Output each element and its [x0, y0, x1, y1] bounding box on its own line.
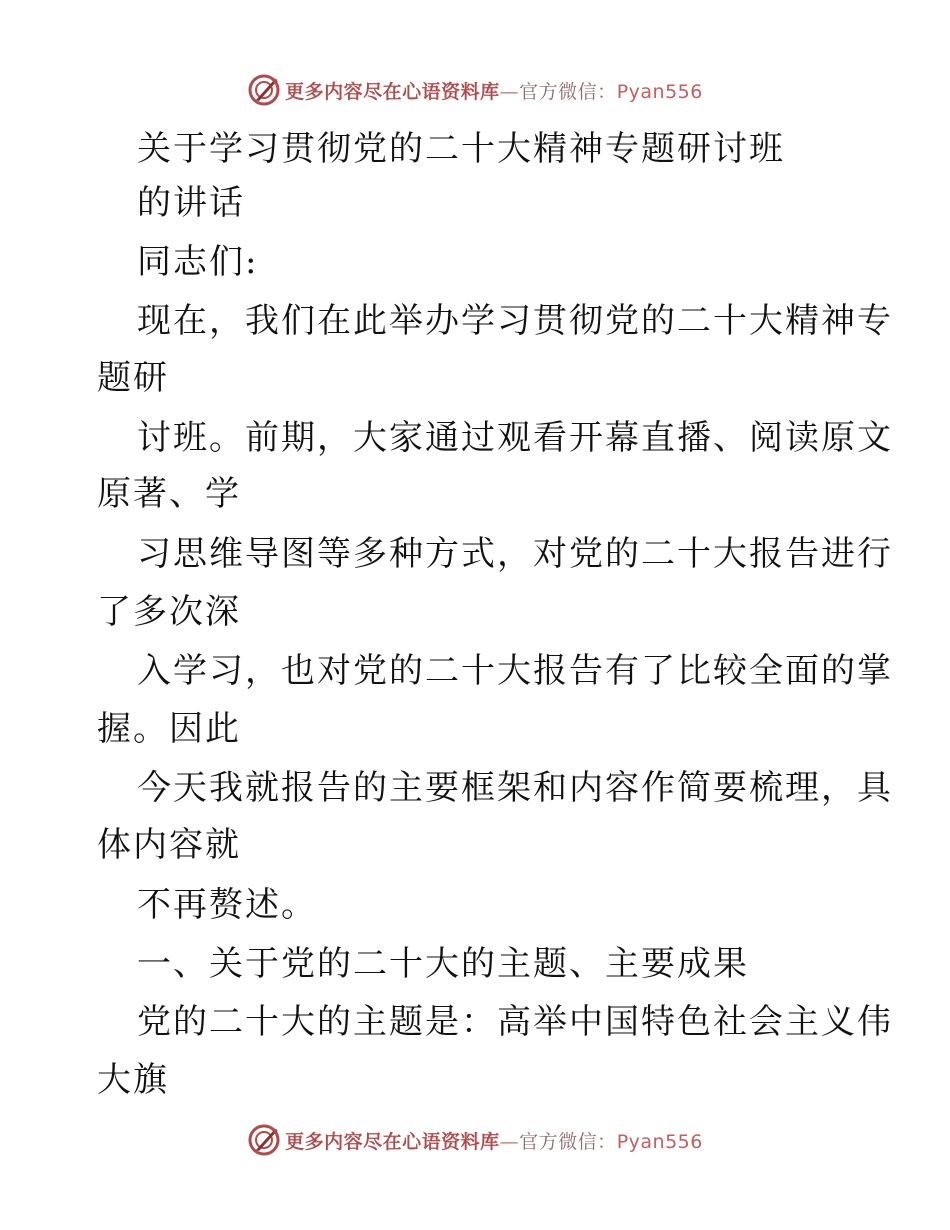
- section-heading: 一、关于党的二十大的主题、主要成果: [137, 944, 749, 984]
- watermark-separator: —: [499, 80, 520, 103]
- title-line-2: 的讲话: [137, 183, 245, 223]
- title-line-1: 关于学习贯彻党的二十大精神专题研讨班: [137, 129, 785, 169]
- paragraph-line: 现在，我们在此举办学习贯彻党的二十大精神专: [137, 301, 893, 341]
- watermark-main: 更多内容尽在心语资料库: [285, 1130, 500, 1153]
- paragraph-line: 入学习，也对党的二十大报告有了比较全面的掌: [137, 651, 893, 691]
- watermark-main: 更多内容尽在心语资料库: [285, 80, 500, 103]
- quill-logo-icon: [247, 73, 281, 107]
- paragraph-line: 今天我就报告的主要框架和内容作简要梳理，具: [137, 768, 893, 808]
- paragraph-line: 题研: [97, 358, 169, 398]
- salutation: 同志们:: [137, 242, 259, 282]
- watermark-text: [285, 77, 703, 104]
- paragraph-line: 讨班。前期，大家通过观看开幕直播、阅读原文: [137, 418, 893, 458]
- watermark-label: 官方微信：: [519, 1130, 617, 1153]
- paragraph-line: 大旗: [97, 1060, 169, 1100]
- header-watermark: [0, 70, 950, 110]
- quill-logo-icon: [247, 1123, 281, 1157]
- paragraph-line: 握。因此: [97, 709, 241, 749]
- paragraph-line: 体内容就: [97, 825, 241, 865]
- watermark-text: [285, 1127, 703, 1154]
- paragraph-line: 党的二十大的主题是：高举中国特色社会主义伟: [137, 1002, 893, 1042]
- paragraph-line: 不再赘述。: [137, 885, 317, 925]
- paragraph-line: 习思维导图等多种方式，对党的二十大报告进行: [137, 534, 893, 574]
- footer-watermark: [0, 1120, 950, 1160]
- paragraph-line: 了多次深: [97, 592, 241, 632]
- watermark-separator: —: [499, 1130, 520, 1153]
- watermark-label: 官方微信：: [519, 80, 617, 103]
- watermark-id: Pyan556: [616, 80, 703, 103]
- paragraph-line: 原著、学: [97, 474, 241, 514]
- watermark-id: Pyan556: [616, 1130, 703, 1153]
